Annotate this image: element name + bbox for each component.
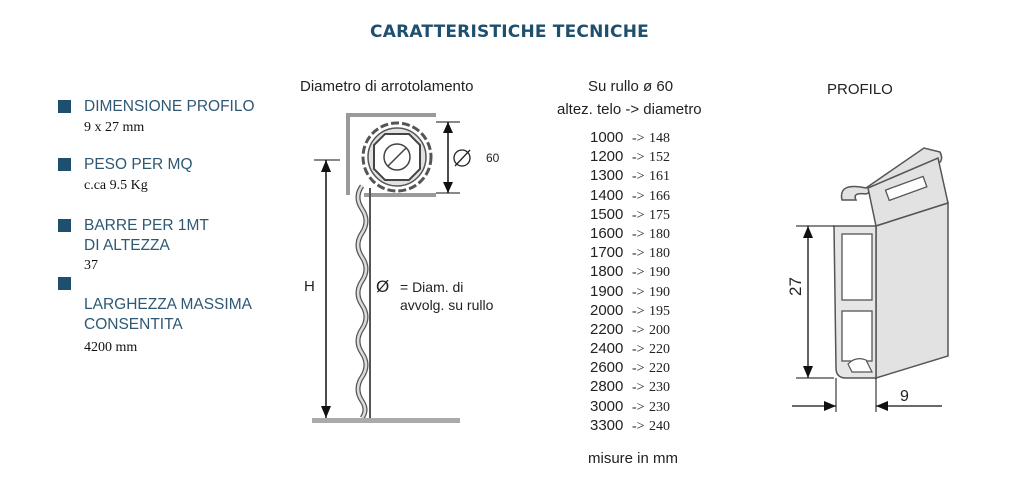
spec-label-line2: DI ALTEZZA — [84, 237, 170, 254]
table-header-columns: altez. telo -> diametro — [557, 101, 702, 118]
row-height: 1800 — [590, 263, 624, 281]
table-footer: misure in mm — [588, 450, 679, 467]
profile-side-face — [876, 203, 948, 378]
row-arrow: -> — [632, 361, 645, 377]
row-arrow: -> — [632, 169, 645, 185]
row-diameter: 220 — [649, 342, 671, 358]
row-arrow: -> — [632, 188, 645, 204]
row-diameter: 148 — [649, 131, 671, 146]
row-height: 2200 — [590, 320, 624, 338]
row-arrow: -> — [632, 418, 645, 434]
row-height: 1500 — [590, 205, 624, 223]
row-diameter: 195 — [649, 303, 671, 319]
spec-value: 9 x 27 mm — [84, 120, 145, 135]
row-height: 1400 — [590, 186, 624, 204]
row-arrow: -> — [632, 303, 645, 319]
arrow-down-icon — [803, 366, 813, 378]
row-height: 1600 — [590, 224, 624, 242]
spec-label-line1: BARRE PER 1MT — [84, 217, 209, 234]
spec-value: c.ca 9.5 Kg — [84, 178, 148, 193]
row-diameter: 166 — [649, 188, 671, 204]
row-diameter: 190 — [649, 265, 671, 281]
arrow-left-icon — [876, 401, 888, 411]
diameter-symbol: Ø — [376, 277, 390, 296]
row-diameter: 152 — [649, 150, 671, 166]
row-height: 2600 — [590, 359, 624, 377]
arrow-right-icon — [824, 401, 836, 411]
diameter-value: 60 — [486, 151, 500, 165]
row-arrow: -> — [632, 150, 645, 166]
row-height: 2800 — [590, 378, 624, 396]
legend-line1: = Diam. di — [400, 279, 464, 295]
profile-chamber-bottom — [842, 311, 872, 361]
row-diameter: 220 — [649, 361, 671, 377]
row-diameter: 230 — [649, 399, 671, 415]
row-arrow: -> — [632, 284, 645, 300]
row-arrow: -> — [632, 342, 645, 358]
roll-diagram-title: Diametro di arrotolamento — [300, 78, 474, 95]
row-height: 1200 — [590, 148, 624, 166]
row-arrow: -> — [632, 322, 645, 338]
spec-value: 37 — [84, 258, 98, 273]
row-height: 1000 — [590, 129, 624, 146]
row-arrow: -> — [632, 380, 645, 396]
row-diameter: 180 — [649, 246, 671, 262]
row-diameter: 190 — [649, 284, 671, 300]
spec-label-line1: LARGHEZZA MASSIMA — [84, 296, 252, 313]
profile-chamber-top — [842, 234, 872, 300]
row-diameter: 161 — [649, 169, 671, 185]
row-arrow: -> — [632, 265, 645, 281]
row-diameter: 175 — [649, 207, 671, 223]
row-height: 1900 — [590, 282, 624, 300]
spec-label-line2: CONSENTITA — [84, 316, 183, 333]
table-header-roll: Su rullo ø 60 — [588, 78, 674, 95]
row-height: 2000 — [590, 301, 624, 319]
row-diameter: 200 — [649, 322, 671, 338]
spec-value: 4200 mm — [84, 340, 138, 355]
row-diameter: 180 — [649, 226, 671, 242]
spec-label: DIMENSIONE PROFILO — [84, 98, 255, 115]
row-arrow: -> — [632, 131, 645, 146]
row-diameter: 230 — [649, 380, 671, 396]
height-label: H — [304, 278, 315, 295]
row-diameter: 240 — [649, 418, 671, 434]
row-height: 3300 — [590, 416, 624, 434]
row-height: 1700 — [590, 244, 624, 262]
row-arrow: -> — [632, 226, 645, 242]
arrow-up-icon — [803, 226, 813, 238]
legend-line2: avvolg. su rullo — [400, 297, 494, 313]
row-arrow: -> — [632, 246, 645, 262]
row-height: 1300 — [590, 167, 624, 185]
profile-width-dim: 9 — [900, 388, 909, 405]
row-arrow: -> — [632, 399, 645, 415]
row-height: 3000 — [590, 397, 624, 415]
spec-label: PESO PER MQ — [84, 156, 193, 173]
page-title: CARATTERISTICHE TECNICHE — [370, 22, 649, 42]
row-arrow: -> — [632, 207, 645, 223]
row-height: 2400 — [590, 340, 624, 358]
profile-height-dim: 27 — [786, 277, 805, 296]
profile-title: PROFILO — [827, 81, 893, 98]
